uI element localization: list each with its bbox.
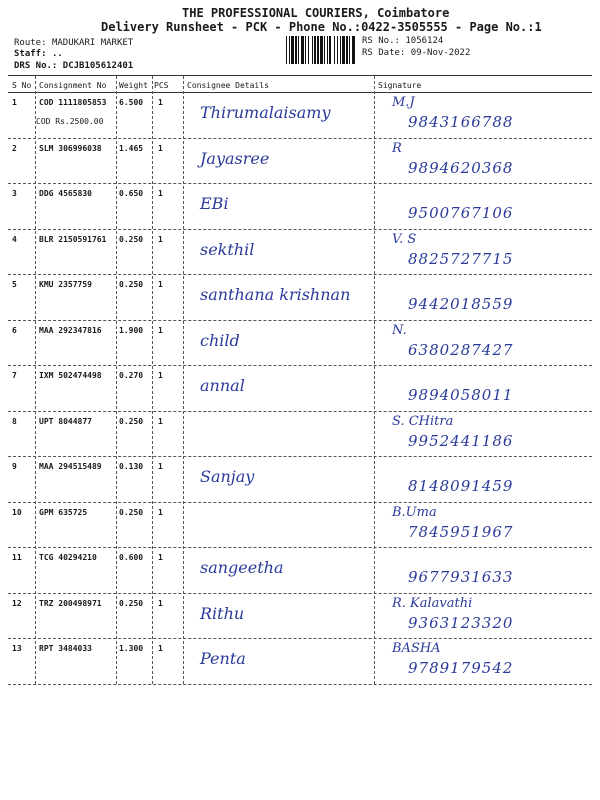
barcode-bar — [320, 36, 323, 64]
barcode-bar — [312, 36, 313, 64]
row-weight: 1.465 — [119, 143, 144, 153]
row-pcs: 1 — [158, 371, 163, 380]
row-signature-handwritten: R — [392, 140, 402, 156]
barcode-bar — [289, 36, 290, 64]
col-header-weight: Weight — [119, 81, 148, 90]
row-sno: 5 — [12, 280, 17, 289]
barcode-bar — [346, 36, 348, 64]
row-consignee-handwritten: sekthil — [200, 239, 255, 259]
row-divider — [8, 229, 592, 230]
row-sno: 12 — [12, 598, 22, 608]
row-consignment-no: IXM 502474498 — [39, 371, 102, 380]
staff-field — [14, 49, 63, 59]
row-consignee-handwritten: Penta — [200, 649, 246, 668]
barcode-bar — [329, 36, 331, 64]
row-signature-handwritten: M.J — [392, 95, 415, 110]
row-divider — [8, 638, 592, 639]
drs-label: DRS No.: — [14, 61, 58, 71]
row-consignment-no: TRZ 200498971 — [39, 598, 102, 608]
row-divider — [8, 183, 592, 184]
barcode-bar — [337, 36, 338, 64]
row-phone-handwritten: 9843166788 — [408, 113, 514, 131]
row-divider — [8, 456, 592, 457]
row-sno: 9 — [12, 462, 17, 471]
row-consignment-no: GPM 635725 — [39, 507, 88, 517]
barcode-bar — [352, 36, 355, 64]
rs-no-field — [362, 36, 443, 46]
row-signature-handwritten: B.Uma — [392, 504, 437, 520]
row-sno: 10 — [12, 507, 22, 517]
row-sno: 7 — [12, 371, 17, 380]
row-sno: 3 — [12, 189, 17, 198]
row-consignee-handwritten: child — [200, 330, 240, 350]
row-divider — [8, 365, 592, 366]
rs-no-value: 1056124 — [405, 36, 444, 46]
row-weight: 0.270 — [119, 371, 144, 380]
col-header-signature: Signature — [378, 81, 422, 90]
barcode-bar — [314, 36, 316, 64]
row-weight: 0.130 — [119, 462, 144, 471]
barcode-bar — [308, 36, 309, 64]
row-divider — [8, 684, 592, 685]
row-phone-handwritten: 9500767106 — [408, 204, 514, 222]
row-divider — [8, 138, 592, 139]
row-pcs: 1 — [158, 598, 163, 608]
row-signature-handwritten: N. — [392, 322, 407, 338]
row-phone-handwritten: 9363123320 — [408, 613, 514, 632]
route-label: Route: — [14, 38, 47, 48]
route-value: MADUKARI MARKET — [51, 38, 134, 48]
row-signature-handwritten: R. Kalavathi — [392, 595, 473, 611]
row-weight: 0.250 — [119, 416, 144, 426]
row-phone-handwritten: 7845951967 — [408, 522, 514, 541]
row-weight: 0.600 — [119, 553, 144, 562]
row-weight: 0.250 — [119, 507, 144, 517]
row-consignment-no: MAA 294515489 — [39, 462, 102, 471]
barcode-bar — [327, 36, 328, 64]
row-weight: 1.300 — [119, 644, 144, 653]
row-pcs: 1 — [158, 189, 163, 198]
drs-field — [14, 61, 133, 71]
row-consignee-handwritten: Thirumalaisamy — [200, 103, 331, 122]
row-consignee-handwritten: sangeetha — [200, 558, 284, 577]
row-weight: 1.900 — [119, 325, 144, 335]
row-sno: 1 — [12, 98, 17, 107]
rs-no-label: RS No.: — [362, 36, 400, 46]
row-pcs: 1 — [158, 143, 163, 153]
barcode-bar — [295, 36, 297, 64]
row-divider — [8, 593, 592, 594]
col-header-sno: S No — [12, 81, 32, 90]
table-header-rule — [8, 92, 592, 93]
row-weight: 0.650 — [119, 189, 144, 198]
row-pcs: 1 — [158, 98, 163, 107]
row-weight: 0.250 — [119, 234, 144, 244]
row-consignee-handwritten: santhana krishnan — [200, 285, 351, 304]
rs-date-value: 09-Nov-2022 — [410, 48, 471, 58]
drs-value: DCJB105612401 — [62, 61, 134, 71]
row-weight: 0.250 — [119, 598, 144, 608]
barcode-bar — [301, 36, 304, 64]
row-pcs: 1 — [158, 234, 163, 244]
row-consignment-no: RPT 3484033 — [39, 644, 92, 653]
row-phone-handwritten: 9894058011 — [408, 386, 514, 404]
row-cod-note: COD Rs.2500.00 — [36, 117, 104, 126]
row-sno: 13 — [12, 644, 22, 653]
row-phone-handwritten: 9894620368 — [408, 158, 514, 177]
row-consignment-no: SLM 306996038 — [39, 143, 102, 153]
row-divider — [8, 547, 592, 548]
col-header-consignee: Consignee Details — [187, 81, 269, 90]
row-pcs: 1 — [158, 553, 163, 562]
row-consignment-no: KMU 2357759 — [39, 280, 92, 289]
row-signature-handwritten: V. S — [392, 231, 417, 247]
barcode-bar — [340, 36, 341, 64]
row-phone-handwritten: 9442018559 — [408, 295, 514, 313]
row-consignee-handwritten: Sanjay — [200, 467, 255, 486]
row-phone-handwritten: 8148091459 — [408, 477, 514, 495]
row-weight: 6.500 — [119, 98, 144, 107]
row-consignee-handwritten: annal — [200, 376, 245, 395]
table-top-rule — [8, 75, 592, 76]
row-pcs: 1 — [158, 416, 163, 426]
barcode-bar — [334, 36, 335, 64]
col-header-consignment: Consignment No — [39, 81, 107, 90]
row-sno: 6 — [12, 325, 17, 335]
row-pcs: 1 — [158, 462, 163, 471]
barcode-bar — [349, 36, 350, 64]
barcode-bar — [317, 36, 319, 64]
row-weight: 0.250 — [119, 280, 144, 289]
col-header-pcs: PCS — [154, 81, 169, 90]
barcode-bar — [324, 36, 325, 64]
staff-label: Staff: — [14, 49, 47, 59]
row-phone-handwritten: 9789179542 — [408, 659, 514, 677]
rs-date-field — [362, 48, 470, 58]
runsheet-subtitle: Delivery Runsheet - PCK - Phone No.:0422-3505555 - Page No.:1 — [101, 20, 542, 34]
row-pcs: 1 — [158, 325, 163, 335]
row-sno: 2 — [12, 143, 17, 153]
row-consignment-no: MAA 292347816 — [39, 325, 102, 335]
row-divider — [8, 320, 592, 321]
barcode-bar — [298, 36, 299, 64]
row-divider — [8, 274, 592, 275]
row-consignment-no: BLR 2150591761 — [39, 234, 107, 244]
row-pcs: 1 — [158, 507, 163, 517]
barcode-bar — [291, 36, 294, 64]
row-signature-handwritten: BASHA — [392, 641, 441, 656]
row-consignment-no: COD 1111805853 — [39, 98, 107, 107]
row-sno: 4 — [12, 234, 17, 244]
barcode — [286, 36, 356, 64]
barcode-bar — [286, 36, 287, 64]
row-sno: 11 — [12, 553, 22, 562]
row-phone-handwritten: 6380287427 — [408, 340, 514, 359]
row-pcs: 1 — [158, 644, 163, 653]
row-phone-handwritten: 8825727715 — [408, 249, 514, 268]
row-consignee-handwritten: Jayasree — [200, 148, 270, 168]
row-pcs: 1 — [158, 280, 163, 289]
row-phone-handwritten: 9677931633 — [408, 568, 514, 586]
row-divider — [8, 411, 592, 412]
row-divider — [8, 502, 592, 503]
barcode-bar — [305, 36, 306, 64]
row-consignment-no: TCG 40294210 — [39, 553, 97, 562]
row-consignment-no: DDG 4565830 — [39, 189, 92, 198]
company-title: THE PROFESSIONAL COURIERS, Coimbatore — [182, 6, 450, 20]
row-consignee-handwritten: EBi — [200, 194, 229, 213]
row-sno: 8 — [12, 416, 17, 426]
staff-value: .. — [51, 49, 63, 59]
row-phone-handwritten: 9952441186 — [408, 431, 514, 450]
rs-date-label: RS Date: — [362, 48, 406, 58]
barcode-bar — [342, 36, 345, 64]
row-consignee-handwritten: Rithu — [200, 603, 245, 623]
row-consignment-no: UPT 8044877 — [39, 416, 92, 426]
row-signature-handwritten: S. CHitra — [392, 413, 454, 429]
route-field — [14, 38, 133, 48]
